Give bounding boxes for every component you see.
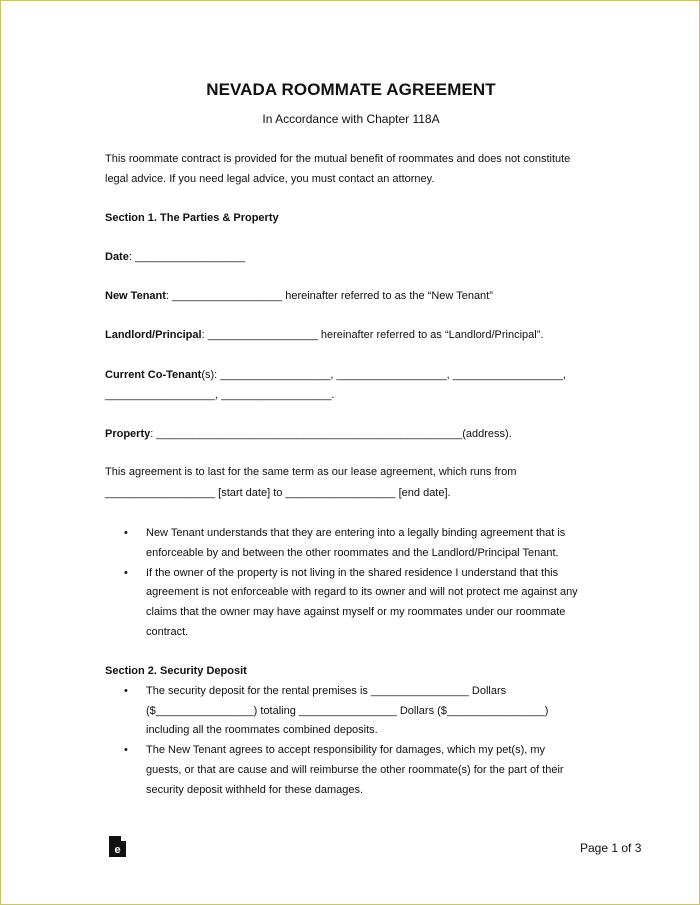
damages-bullet-line-3: security deposit withheld for these damages. (146, 784, 364, 796)
property-text: : __________________________________________________(address). (150, 428, 512, 440)
cotenant-line-2: __________________, __________________. (105, 389, 335, 401)
bullet-marker: • (124, 567, 128, 579)
bullet-2-line-3: claims that the owner may have against myself or my roommates under our roommate (146, 606, 566, 618)
bullet-marker: • (124, 744, 128, 756)
bullet-2-line-1: If the owner of the property is not living in the shared residence I understand that this (146, 567, 559, 579)
eforms-logo-icon (109, 836, 126, 857)
landlord-field (105, 328, 543, 342)
section-2-heading: Section 2. Security Deposit (105, 665, 247, 677)
section-1-heading: Section 1. The Parties & Property (105, 212, 279, 224)
bullet-marker: • (124, 685, 128, 697)
damages-bullet-line-1: The New Tenant agrees to accept responsibility for damages, which my pet(s), my (146, 744, 546, 756)
cotenant-text: (s): __________________, __________________, __________________, (201, 369, 566, 381)
deposit-bullet-line-2: ($________________) totaling ________________ Dollars ($________________) (146, 705, 549, 717)
bullet-1-line-1: New Tenant understands that they are entering into a legally binding agreement that is (146, 527, 566, 539)
term-line-2: __________________ [start date] to __________________ [end date]. (105, 487, 451, 499)
new-tenant-field (105, 289, 493, 303)
property-field (105, 427, 512, 441)
bullet-2-line-2: agreement is not enforceable with regard to its owner and will not protect me against any (146, 586, 578, 598)
landlord-text: : __________________ hereinafter referred to as “Landlord/Principal”. (201, 329, 544, 341)
document-subtitle: In Accordance with Chapter 118A (262, 112, 440, 126)
deposit-bullet-line-1: The security deposit for the rental premises is ________________ Dollars (146, 685, 507, 697)
page-number: Page 1 of 3 (580, 841, 642, 855)
bullet-1-line-2: enforceable by and between the other roommates and the Landlord/Principal Tenant. (146, 547, 559, 559)
property-label: Property (105, 428, 151, 440)
term-line-1: This agreement is to last for the same term as our lease agreement, which runs from (105, 466, 517, 478)
intro-line-1: This roommate contract is provided for the mutual benefit of roommates and does not constitute (105, 153, 571, 165)
new-tenant-label: New Tenant (105, 290, 166, 302)
damages-bullet-line-2: guests, or that are cause and will reimburse the other roommate(s) for the part of their (146, 764, 564, 776)
date-label: Date (105, 251, 129, 263)
svg-text:e: e (114, 844, 121, 856)
cotenant-label: Current Co-Tenant (105, 369, 202, 381)
date-blank: : __________________ (128, 251, 246, 263)
new-tenant-text: : __________________ hereinafter referred to as the “New Tenant” (165, 290, 493, 302)
date-field (105, 250, 245, 264)
bullet-2-line-4: contract. (146, 626, 189, 638)
landlord-label: Landlord/Principal (105, 329, 202, 341)
deposit-bullet-line-3: including all the roommates combined deposits. (146, 724, 378, 736)
bullet-marker: • (124, 527, 128, 539)
cotenant-field (105, 368, 566, 382)
document-title: NEVADA ROOMMATE AGREEMENT (206, 80, 496, 99)
intro-line-2: legal advice. If you need legal advice, you must contact an attorney. (105, 173, 435, 185)
